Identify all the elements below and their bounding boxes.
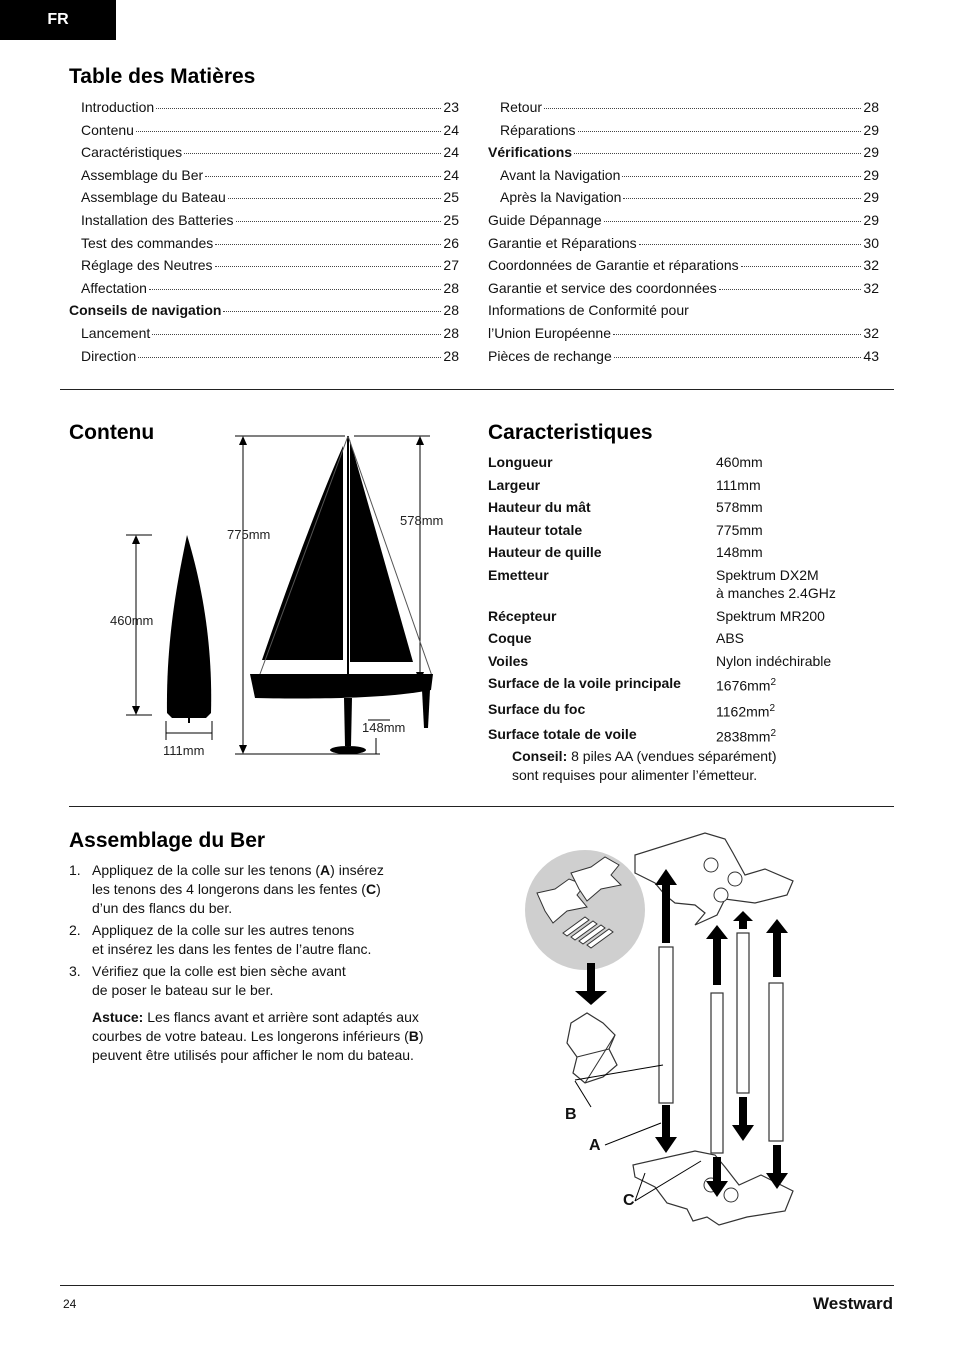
toc-leader-dots xyxy=(205,176,441,177)
toc-leader-dots xyxy=(639,244,862,245)
toc-leader-dots xyxy=(741,266,862,267)
spec-key: Hauteur de quille xyxy=(488,544,602,561)
toc-entry[interactable] xyxy=(488,119,879,142)
spec-value-text: 111mm xyxy=(716,476,761,493)
toc-entry[interactable] xyxy=(488,254,879,277)
spec-value-text: ABS xyxy=(716,630,745,647)
footer-divider xyxy=(60,1285,894,1286)
spec-value-superscript: 2 xyxy=(769,702,775,714)
toc-entry-label: Avant la Navigation xyxy=(500,166,621,183)
spec-row xyxy=(488,607,888,625)
spec-row xyxy=(488,652,888,670)
spec-key: Hauteur totale xyxy=(488,521,583,538)
specs-title: Caracteristiques xyxy=(488,421,653,444)
spec-value xyxy=(716,607,888,625)
toc-leader-dots xyxy=(622,176,861,177)
toc-leader-dots xyxy=(544,108,861,109)
spec-value xyxy=(716,629,888,647)
spec-value-text: 1162mm xyxy=(716,703,770,720)
top-side-panel xyxy=(635,833,793,925)
longeron-2 xyxy=(711,993,723,1153)
spec-value-text: 2838mm xyxy=(716,728,771,745)
toc-entry-label: Caractéristiques xyxy=(81,144,183,161)
toc-entry[interactable] xyxy=(488,299,879,322)
toc-entry-page: 28 xyxy=(443,279,459,296)
toc-entry-page: 24 xyxy=(443,166,459,183)
spec-row xyxy=(488,476,888,494)
toc-left-column xyxy=(69,96,459,367)
toc-entry[interactable] xyxy=(488,164,879,187)
step1-label-a: A xyxy=(320,862,331,878)
stand-assembly-figure xyxy=(525,825,825,1235)
spec-key: Surface de la voile principale xyxy=(488,675,681,692)
spec-key: Récepteur xyxy=(488,607,557,624)
specs-tip-text: 8 piles AA (vendues séparément) xyxy=(567,748,777,764)
dim-mast-height: 578mm xyxy=(400,513,444,528)
spec-value xyxy=(716,498,888,516)
toc-entry[interactable] xyxy=(69,277,459,300)
step1-text-d: ) xyxy=(376,881,381,897)
assembly-steps xyxy=(69,861,469,1068)
spec-value-text: 460mm xyxy=(716,454,763,470)
toc-entry-label: l’Union Européenne xyxy=(488,324,611,341)
toc-entry-page: 32 xyxy=(863,324,879,341)
toc-entry[interactable] xyxy=(488,345,879,368)
toc-entry-page: 24 xyxy=(443,144,459,161)
toc-entry-page: 23 xyxy=(443,99,459,115)
toc-entry-label: Pièces de rechange xyxy=(488,347,612,364)
spec-row xyxy=(488,453,888,471)
toc-entry-label: Guide Dépannage xyxy=(488,211,602,228)
toc-entry-label: Retour xyxy=(500,99,543,115)
toc-entry[interactable] xyxy=(69,232,459,255)
assembly-tip-label-b: B xyxy=(408,1028,419,1044)
step1-label-c: C xyxy=(365,881,377,897)
longeron-1 xyxy=(659,947,673,1103)
toc-leader-dots xyxy=(152,334,441,335)
toc-leader-dots xyxy=(149,289,442,290)
assembly-tip-label: Astuce: xyxy=(92,1009,144,1025)
keel-bulb xyxy=(330,746,366,754)
spec-value-superscript: 2 xyxy=(770,727,777,739)
hull-side-view xyxy=(250,674,433,699)
toc-entry-page: 32 xyxy=(863,279,879,296)
spec-key: Largeur xyxy=(488,476,541,493)
toc-leader-dots xyxy=(578,131,862,132)
assembly-tip-text-b: courbes de votre bateau. Les longerons inférieurs ( xyxy=(92,1028,409,1044)
toc-entry-label: Coordonnées de Garantie et réparations xyxy=(488,257,739,274)
spec-value-text: Nylon indéchirable xyxy=(716,652,832,669)
step1-text-a: Appliquez de la colle sur les tenons ( xyxy=(92,862,321,878)
contenu-title: Contenu xyxy=(69,421,155,444)
step2-text-a: Appliquez de la colle sur les autres tenons xyxy=(92,922,355,938)
spec-value xyxy=(716,476,888,494)
toc-right-column xyxy=(488,96,879,367)
spec-key: Surface du foc xyxy=(488,700,586,717)
toc-entry-page: 32 xyxy=(863,257,879,274)
toc-entry-page: 29 xyxy=(863,144,879,161)
brand-name: Westward xyxy=(813,1294,893,1313)
toc-entry[interactable] xyxy=(488,322,879,345)
specs-tip xyxy=(512,747,872,785)
spec-key: Hauteur du mât xyxy=(488,499,591,516)
boat-dimensions-figure xyxy=(100,428,460,768)
toc-leader-dots xyxy=(614,357,862,358)
assembly-step-3 xyxy=(69,962,469,1000)
toc-entry-page: 25 xyxy=(443,189,459,206)
specs-tip-label: Conseil: xyxy=(512,748,568,764)
toc-entry-label: Lancement xyxy=(81,324,151,341)
toc-leader-dots xyxy=(215,266,442,267)
toc-entry-label: Affectation xyxy=(81,279,147,296)
spec-value-text: 578mm xyxy=(716,499,763,516)
toc-leader-dots xyxy=(574,153,861,154)
specs-tip-text-2: sont requises pour alimenter l’émetteur. xyxy=(512,767,758,783)
toc-leader-dots xyxy=(623,198,861,199)
step-number: 3. xyxy=(69,963,81,979)
assembly-tip-text-c: ) xyxy=(418,1028,424,1044)
toc-entry[interactable] xyxy=(69,119,459,142)
toc-entry-label: Test des commandes xyxy=(81,234,214,251)
assembly-title: Assemblage du Ber xyxy=(69,829,266,852)
toc-entry[interactable] xyxy=(488,232,879,255)
parts-inset-circle xyxy=(525,850,645,970)
toc-entry-page: 25 xyxy=(443,211,459,228)
toc-leader-dots xyxy=(613,334,861,335)
toc-leader-dots xyxy=(604,221,862,222)
spec-key: Emetteur xyxy=(488,566,549,583)
toc-entry[interactable] xyxy=(69,164,459,187)
spec-value-text: 775mm xyxy=(716,521,763,538)
toc-entry-label: Assemblage du Ber xyxy=(81,166,204,183)
toc-entry-page: 30 xyxy=(863,234,879,251)
assembly-tip-text-d: peuvent être utilisés pour afficher le nom du bateau. xyxy=(92,1047,414,1063)
toc-title: Table des Matières xyxy=(69,65,256,88)
assembly-step-2 xyxy=(69,921,469,959)
toc-entry[interactable] xyxy=(69,141,459,164)
spec-value-text: 148mm xyxy=(716,544,763,561)
toc-leader-dots xyxy=(138,357,441,358)
toc-entry-label: Direction xyxy=(81,347,137,364)
toc-leader-dots xyxy=(228,198,442,199)
spec-value xyxy=(716,453,888,471)
toc-leader-dots xyxy=(719,289,862,290)
label-a: A xyxy=(589,1137,601,1154)
toc-entry-label: Informations de Conformité pour xyxy=(488,302,689,319)
dim-hull-length: 460mm xyxy=(110,613,154,628)
toc-entry[interactable] xyxy=(488,209,879,232)
toc-entry-page: 26 xyxy=(443,234,459,251)
toc-entry[interactable] xyxy=(69,96,459,119)
spec-value-text: Spektrum DX2M xyxy=(716,566,819,583)
toc-entry-page: 28 xyxy=(443,347,459,364)
spec-value xyxy=(716,725,888,746)
toc-entry-label: Introduction xyxy=(81,99,155,115)
spec-value xyxy=(716,566,888,602)
spec-value-text: Spektrum MR200 xyxy=(716,607,825,624)
divider-2 xyxy=(69,806,894,807)
spec-key: Voiles xyxy=(488,652,529,669)
toc-entry-page: 43 xyxy=(863,347,879,364)
spec-value-line-2: à manches 2.4GHz xyxy=(716,584,836,601)
assembly-step-1 xyxy=(69,861,469,918)
toc-entry[interactable] xyxy=(69,254,459,277)
toc-entry[interactable] xyxy=(488,186,879,209)
spec-row xyxy=(488,566,888,602)
step1-text-e: d’un des flancs du ber. xyxy=(92,900,233,916)
label-c: C xyxy=(623,1192,635,1209)
spec-value xyxy=(716,521,888,539)
dim-hull-width: 111mm xyxy=(163,743,205,758)
spec-row xyxy=(488,629,888,647)
jib-sail xyxy=(262,446,343,660)
toc-entry[interactable] xyxy=(69,209,459,232)
dim-total-height: 775mm xyxy=(227,527,271,542)
spec-key: Coque xyxy=(488,630,532,647)
toc-entry-page: 27 xyxy=(443,257,459,274)
toc-entry[interactable] xyxy=(69,186,459,209)
toc-entry-label: Réglage des Neutres xyxy=(81,257,213,274)
toc-leader-dots xyxy=(136,131,441,132)
dim-keel-height: 148mm xyxy=(362,720,406,735)
spec-value xyxy=(716,700,888,721)
toc-leader-dots xyxy=(156,108,441,109)
toc-entry[interactable] xyxy=(488,96,879,119)
spec-row xyxy=(488,700,888,721)
specs-table xyxy=(488,453,888,750)
toc-leader-dots xyxy=(223,311,441,312)
toc-entry-page: 29 xyxy=(863,211,879,228)
spec-row xyxy=(488,498,888,516)
spec-value-superscript: 2 xyxy=(770,677,777,689)
toc-entry-page: 24 xyxy=(443,121,459,138)
toc-entry-page: 28 xyxy=(443,324,459,341)
page-number: 24 xyxy=(63,1297,77,1311)
step-number: 1. xyxy=(69,862,81,878)
toc-entry[interactable] xyxy=(488,277,879,300)
toc-entry-page: 29 xyxy=(863,121,879,138)
toc-entry-label: Installation des Batteries xyxy=(81,211,234,228)
toc-entry-label: Vérifications xyxy=(488,144,573,161)
toc-leader-dots xyxy=(184,153,441,154)
spec-row xyxy=(488,543,888,561)
toc-leader-dots xyxy=(215,244,441,245)
step3-text-a: Vérifiez que la colle est bien sèche avant xyxy=(92,963,346,979)
assembly-tip-text-a: Les flancs avant et arrière sont adaptés aux xyxy=(143,1009,419,1025)
toc-entry-label: Garantie et service des coordonnées xyxy=(488,279,717,296)
toc-entry-page: 29 xyxy=(863,166,879,183)
toc-entry-label: Contenu xyxy=(81,121,134,138)
hull-top-view xyxy=(167,535,211,718)
toc-entry[interactable] xyxy=(488,141,879,164)
main-sail xyxy=(350,440,413,662)
toc-entry-label: Réparations xyxy=(500,121,576,138)
step2-text-b: et insérez les dans les fentes de l’autre flanc. xyxy=(92,941,372,957)
spec-row xyxy=(488,725,888,746)
step1-text-c: les tenons des 4 longerons dans les fentes ( xyxy=(92,881,366,897)
toc-entry-label: Garantie et Réparations xyxy=(488,234,637,251)
spec-row xyxy=(488,521,888,539)
toc-entry[interactable] xyxy=(69,299,459,322)
toc-leader-dots xyxy=(236,221,442,222)
step-number: 2. xyxy=(69,922,81,938)
toc-entry[interactable] xyxy=(69,345,459,368)
step3-text-b: de poser le bateau sur le ber. xyxy=(92,982,274,998)
spec-value-text: 1676mm xyxy=(716,678,771,694)
toc-entry-page: 29 xyxy=(863,189,879,206)
label-b: B xyxy=(565,1106,577,1123)
toc-entry-label: Après la Navigation xyxy=(500,189,622,206)
spec-value xyxy=(716,674,888,695)
toc-entry-label: Assemblage du Bateau xyxy=(81,189,226,206)
longeron-4 xyxy=(769,983,783,1141)
spec-value xyxy=(716,652,888,670)
step1-text-b: ) insérez xyxy=(330,862,384,878)
language-tab: FR xyxy=(0,0,116,40)
spec-row xyxy=(488,674,888,695)
longeron-3 xyxy=(737,933,749,1093)
toc-entry[interactable] xyxy=(69,322,459,345)
toc-entry-label: Conseils de navigation xyxy=(69,302,222,319)
toc-entry-page: 28 xyxy=(443,302,459,319)
spec-key: Longueur xyxy=(488,454,553,470)
spec-key: Surface totale de voile xyxy=(488,725,637,742)
toc-entry-page: 28 xyxy=(863,99,879,115)
spec-value xyxy=(716,543,888,561)
assembly-tip xyxy=(69,1008,469,1065)
divider-1 xyxy=(60,389,894,390)
